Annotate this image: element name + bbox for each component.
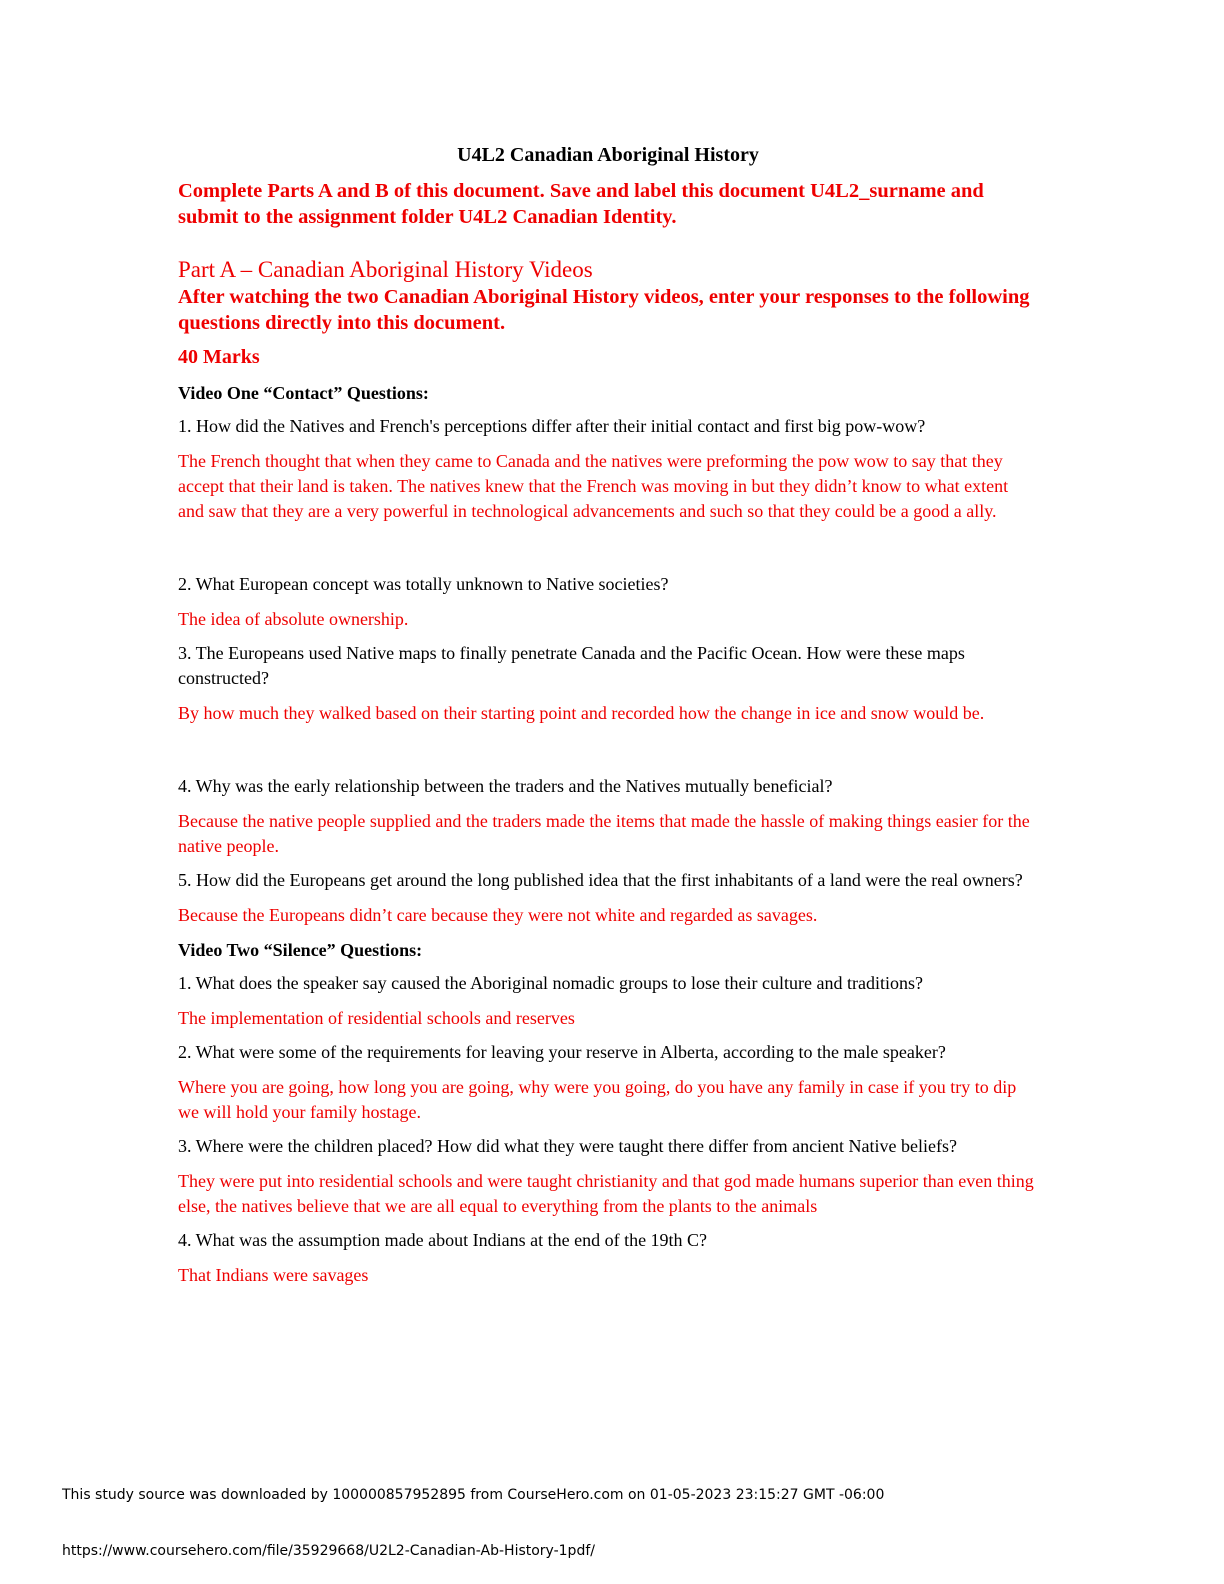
video-one-question-block [178, 414, 1038, 524]
document-intro: Complete Parts A and B of this document. Save and label this document U4L2_surname and submit to the assignment folder U4L2 Canadian Identity. [178, 180, 984, 228]
question-text: 2. What were some of the requirements for leaving your reserve in Alberta, according to the male speaker? [178, 1042, 946, 1062]
download-notice: This study source was downloaded by 100000857952895 from CourseHero.com on 01-05-2023 23:15:27 GMT -06:00 [62, 1487, 885, 1503]
video-one-question-block [178, 572, 1038, 632]
question-text: 2. What European concept was totally unknown to Native societies? [178, 574, 669, 594]
question-text: 4. Why was the early relationship between the traders and the Natives mutually beneficial? [178, 776, 833, 796]
document-title: U4L2 Canadian Aboriginal History [457, 144, 759, 166]
answer-text: Because the Europeans didn’t care because they were not white and regarded as savages. [178, 905, 818, 925]
document-page [178, 142, 1038, 1297]
part-a-instructions: After watching the two Canadian Aboriginal History videos, enter your responses to the following questions directly into this document. [178, 286, 1030, 334]
answer-text: The French thought that when they came to Canada and the natives were preforming the pow wow to say that they accept that their land is taken. The natives knew that the French was moving in but they didn’t know to what extent and saw that they are a very powerful in technological advancements and such so that they could be a good a ally. [178, 451, 1009, 521]
answer-text: Because the native people supplied and the traders made the items that made the hassle of making things easier for the native people. [178, 811, 1030, 856]
source-url-link[interactable]: https://www.coursehero.com/file/35929668/U2L2-Canadian-Ab-History-1pdf/ [62, 1543, 595, 1559]
video-one-question-block [178, 641, 1038, 726]
part-a-heading: Part A – Canadian Aboriginal History Videos [178, 257, 593, 282]
video-two-question-block [178, 1228, 1038, 1288]
answer-text: By how much they walked based on their starting point and recorded how the change in ice and snow would be. [178, 703, 985, 723]
question-text: 3. Where were the children placed? How did what they were taught there differ from ancient Native beliefs? [178, 1136, 958, 1156]
question-text: 1. What does the speaker say caused the Aboriginal nomadic groups to lose their culture and traditions? [178, 973, 923, 993]
video-two-question-block [178, 1040, 1038, 1125]
video-one-question-block [178, 774, 1038, 859]
answer-text: Where you are going, how long you are going, why were you going, do you have any family in case if you try to dip we will hold your family hostage. [178, 1077, 1017, 1122]
video-one-question-block [178, 868, 1038, 928]
question-text: 1. How did the Natives and French's perceptions differ after their initial contact and first big pow-wow? [178, 416, 926, 436]
answer-text: They were put into residential schools and were taught christianity and that god made humans superior than even thing else, the natives believe that we are all equal to everything from the plants to the animals [178, 1171, 1034, 1216]
question-text: 5. How did the Europeans get around the long published idea that the first inhabitants of a land were the real owners? [178, 870, 1023, 890]
video-two-question-block [178, 971, 1038, 1031]
part-a-marks: 40 Marks [178, 346, 260, 368]
answer-text: The implementation of residential schools and reserves [178, 1008, 575, 1028]
answer-text: The idea of absolute ownership. [178, 609, 409, 629]
question-text: 4. What was the assumption made about Indians at the end of the 19th C? [178, 1230, 708, 1250]
video-two-heading: Video Two “Silence” Questions: [178, 940, 423, 960]
video-two-question-block [178, 1134, 1038, 1219]
answer-text: That Indians were savages [178, 1265, 369, 1285]
video-one-heading: Video One “Contact” Questions: [178, 383, 429, 403]
question-text: 3. The Europeans used Native maps to finally penetrate Canada and the Pacific Ocean. How were these maps constructed? [178, 643, 965, 688]
